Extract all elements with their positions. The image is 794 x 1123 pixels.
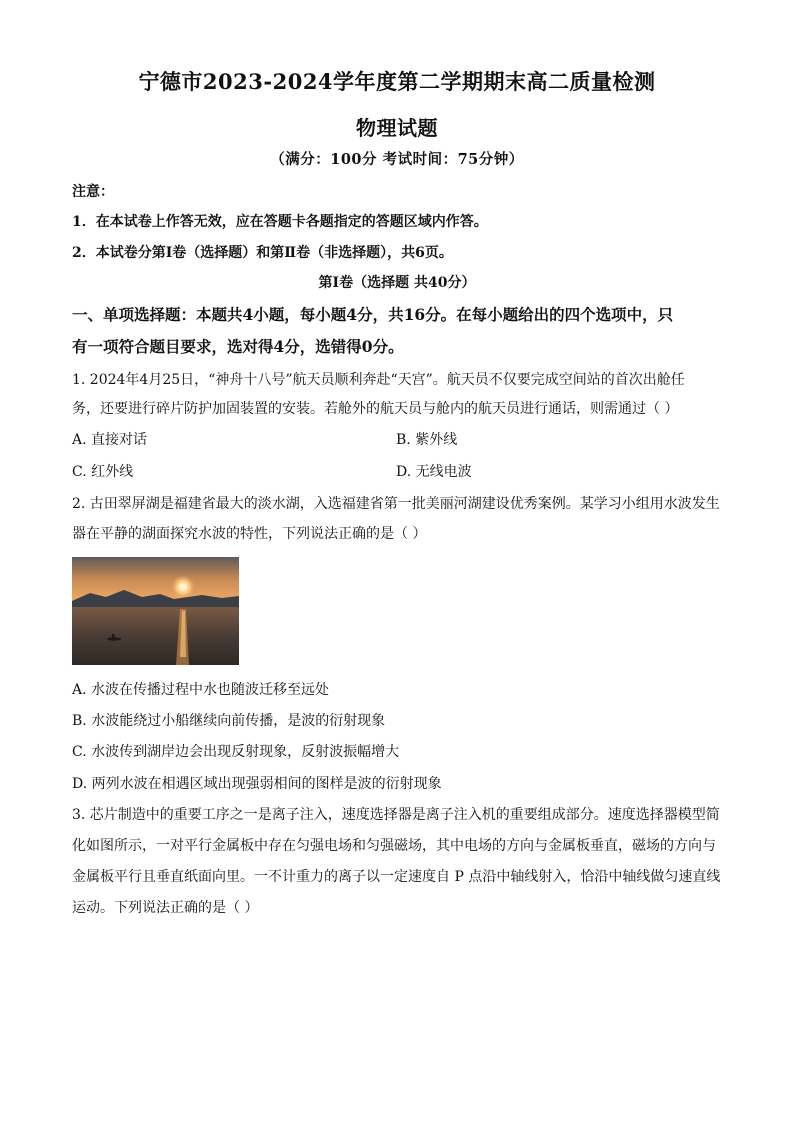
section-instructions-line-1: 一、单项选择题：本题共4小题，每小题4分，共16分。在每小题给出的四个选项中，只 — [72, 305, 674, 324]
lake-sunset-photo — [72, 557, 239, 665]
subject-title: 物理试题 — [356, 116, 438, 140]
section-instructions-line-2: 有一项符合题目要求，选对得4分，选错得0分。 — [72, 337, 404, 356]
q2-option-c: C. 水波传到湖岸边会出现反射现象，反射波振幅增大 — [72, 744, 400, 760]
note-item-1: 1．在本试卷上作答无效，应在答题卡各题指定的答题区域内作答。 — [72, 214, 488, 230]
q3-text-line-3: 金属板平行且垂直纸面向里。一不计重力的离子以一定速度自 P 点沿中轴线射入，恰沿中轴线做匀速直线 — [72, 869, 721, 885]
q1-option-c: C. 红外线 — [72, 464, 134, 480]
q2-text-line-1: 2. 古田翠屏湖是福建省最大的淡水湖，入选福建省第一批美丽河湖建设优秀案例。某学习小组用水波发生 — [72, 496, 720, 512]
q2-option-a: A. 水波在传播过程中水也随波迁移至远处 — [72, 682, 330, 698]
note-item-2: 2．本试卷分第Ⅰ卷（选择题）和第Ⅱ卷（非选择题），共6页。 — [72, 245, 453, 261]
q1-text-line-1: 1. 2024年4月25日，“神舟十八号”航天员顺利奔赴“天宫”。航天员不仅要完成空间站的首次出舱任 — [72, 372, 685, 388]
exam-title: 宁德市2023-2024学年度第二学期期末高二质量检测 — [138, 69, 656, 94]
q1-option-d: D. 无线电波 — [396, 464, 472, 480]
q3-text-line-1: 3. 芯片制造中的重要工序之一是离子注入，速度选择器是离子注入机的重要组成部分。速度选择器模型简 — [72, 807, 720, 823]
q1-text-line-2: 务，还要进行碎片防护加固装置的安装。若舱外的航天员与舱内的航天员进行通话，则需通过（ ） — [72, 401, 679, 417]
q2-option-b: B. 水波能绕过小船继续向前传播，是波的衍射现象 — [72, 713, 386, 729]
q3-text-line-2: 化如图所示，一对平行金属板中存在匀强电场和匀强磁场，其中电场的方向与金属板垂直，磁场的方向与 — [72, 838, 716, 854]
part1-heading: 第Ⅰ卷（选择题 共40分） — [318, 275, 476, 291]
q3-text-line-4: 运动。下列说法正确的是（ ） — [72, 900, 259, 916]
q1-option-b: B. 紫外线 — [396, 432, 458, 448]
notes-heading: 注意： — [72, 184, 114, 200]
q2-option-d: D. 两列水波在相遇区域出现强弱相间的图样是波的衍射现象 — [72, 776, 442, 792]
q2-text-line-2: 器在平静的湖面探究水波的特性，下列说法正确的是（ ） — [72, 526, 427, 542]
q1-option-a: A. 直接对话 — [72, 432, 148, 448]
exam-info: （满分：100分 考试时间：75分钟） — [270, 151, 524, 168]
